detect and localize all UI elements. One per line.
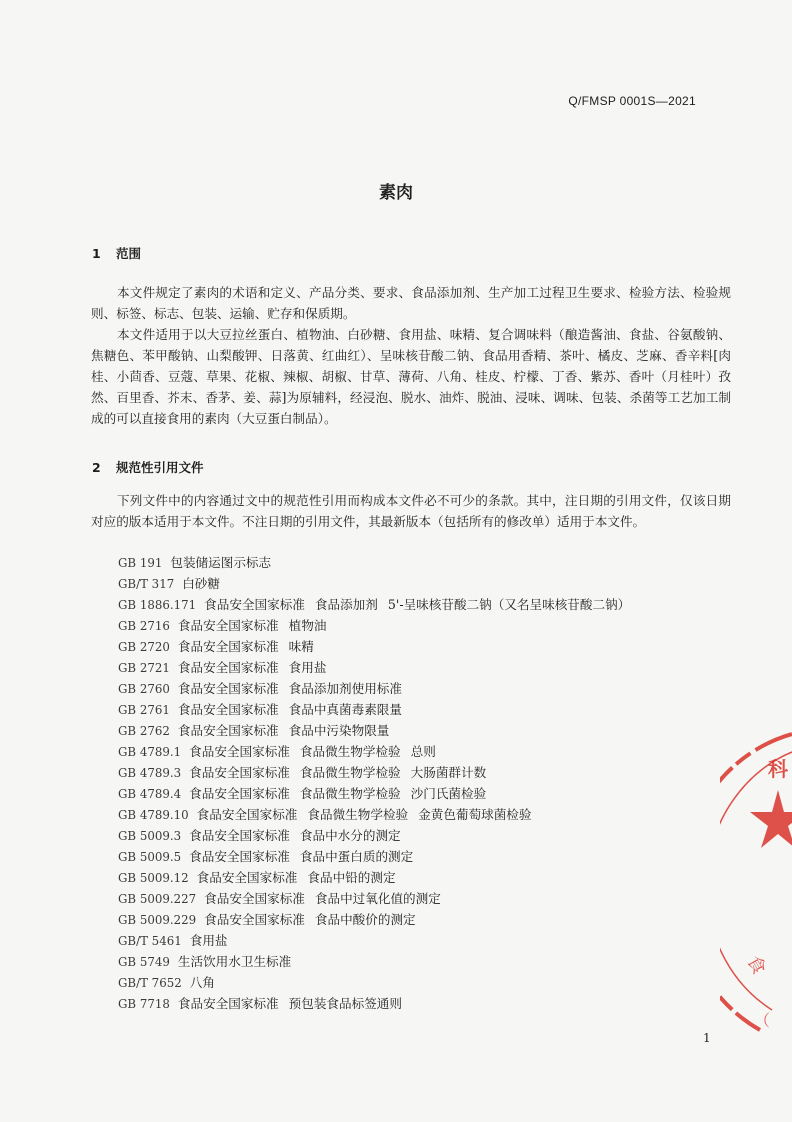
reference-title-part: 5'-呈味核苷酸二钠（又名呈味核苷酸二钠）: [387, 597, 631, 612]
reference-code: GB 191: [118, 556, 163, 570]
reference-title-part: 食品安全国家标准: [189, 828, 290, 843]
reference-code: GB 2720: [118, 640, 170, 654]
section-2-title: 规范性引用文件: [116, 460, 204, 475]
reference-title-part: 沙门氏菌检验: [410, 786, 487, 801]
reference-title-part: 白砂糖: [182, 576, 220, 591]
reference-item: [118, 762, 630, 783]
reference-item: [118, 657, 630, 678]
reference-title-part: 食用盐: [189, 933, 228, 948]
reference-title-part: 植物油: [288, 618, 327, 633]
reference-title-part: 食品安全国家标准: [177, 996, 279, 1011]
official-seal-stamp: [720, 730, 792, 1060]
reference-title-part: 食品添加剂: [314, 597, 378, 612]
reference-item: [118, 804, 630, 825]
reference-title-part: 食品中真菌毒素限量: [288, 702, 402, 717]
reference-title-part: 食品安全国家标准: [189, 765, 290, 780]
reference-title-part: 食品安全国家标准: [177, 723, 279, 738]
reference-title-part: 食品安全国家标准: [196, 807, 298, 822]
reference-title-part: 包装储运图示标志: [170, 555, 272, 570]
reference-title-part: 食品安全国家标准: [177, 639, 279, 654]
scope-paragraph-1: 本文件规定了素肉的术语和定义、产品分类、要求、食品添加剂、生产加工过程卫生要求、检验方法、检验规则、标签、标志、包装、运输、贮存和保质期。: [91, 285, 731, 321]
reference-code: GB 5009.3: [118, 829, 182, 843]
reference-title-part: 生活饮用水卫生标准: [177, 954, 292, 969]
reference-title-part: 食品安全国家标准: [177, 618, 279, 633]
svg-text:（: （: [754, 1011, 771, 1030]
section-1-heading: [92, 244, 141, 262]
reference-title-part: 食品安全国家标准: [189, 849, 290, 864]
reference-item: [118, 951, 630, 972]
reference-item: [118, 930, 630, 951]
reference-code: GB 5009.5: [118, 850, 182, 864]
reference-code: GB 4789.3: [118, 766, 182, 780]
reference-title-part: 食品安全国家标准: [204, 891, 305, 906]
references-intro: 下列文件中的内容通过文中的规范性引用而构成本文件必不可少的条款。其中，注日期的引用文件，仅该日期对应的版本适用于本文件。不注日期的引用文件，其最新版本（包括所有的修改单）适用于本文件。: [91, 493, 731, 529]
reference-item: [118, 699, 630, 720]
reference-title-part: 食品中铅的测定: [307, 870, 396, 885]
reference-title-part: 预包装食品标签通则: [288, 996, 402, 1011]
reference-title-part: 食用盐: [288, 660, 327, 675]
reference-item: [118, 741, 630, 762]
reference-item: [118, 573, 630, 594]
reference-item: [118, 720, 630, 741]
reference-item: [118, 594, 630, 615]
reference-code: GB/T 317: [118, 577, 175, 591]
reference-title-part: 食品中蛋白质的测定: [299, 849, 414, 864]
reference-code: GB 5009.229: [118, 913, 197, 927]
reference-item: [118, 846, 630, 867]
reference-title-part: 总则: [410, 744, 436, 759]
reference-code: GB/T 5461: [118, 934, 182, 948]
reference-item: [118, 867, 630, 888]
reference-item: [118, 888, 630, 909]
reference-code: GB 5749: [118, 955, 170, 969]
reference-code: GB 5009.227: [118, 892, 197, 906]
reference-item: [118, 678, 630, 699]
section-1-number: 1: [92, 246, 101, 261]
svg-text:科: 科: [768, 757, 788, 781]
section-2-number: 2: [92, 460, 101, 475]
reference-title-part: 味精: [288, 639, 314, 654]
reference-code: GB 2761: [118, 703, 170, 717]
reference-code: GB 4789.4: [118, 787, 182, 801]
reference-item: [118, 615, 630, 636]
svg-text:食: 食: [742, 952, 770, 979]
reference-title-part: 食品安全国家标准: [177, 702, 279, 717]
section-2-heading: [92, 458, 204, 476]
reference-title-part: 食品微生物学检验: [299, 765, 401, 780]
reference-code: GB 2762: [118, 724, 170, 738]
reference-title-part: 食品中过氧化值的测定: [314, 891, 441, 906]
page-number: 1: [703, 1031, 711, 1045]
document-code: Q/FMSP 0001S—2021: [568, 94, 696, 108]
reference-code: GB/T 7652: [118, 976, 182, 990]
reference-title-part: 食品中污染物限量: [288, 723, 390, 738]
reference-item: [118, 783, 630, 804]
reference-code: GB 2760: [118, 682, 170, 696]
reference-code: GB 4789.10: [118, 808, 189, 822]
reference-item: [118, 972, 630, 993]
reference-item: [118, 993, 630, 1014]
reference-code: GB 4789.1: [118, 745, 182, 759]
document-title: 素肉: [379, 183, 413, 203]
reference-title-part: 金黄色葡萄球菌检验: [418, 807, 532, 822]
reference-title-part: 食品添加剂使用标准: [288, 681, 402, 696]
reference-title-part: 大肠菌群计数: [410, 765, 487, 780]
reference-title-part: 食品安全国家标准: [196, 870, 298, 885]
reference-title-part: 八角: [189, 975, 215, 990]
reference-title-part: 食品安全国家标准: [204, 912, 305, 927]
reference-list: [118, 552, 630, 1014]
reference-title-part: 食品安全国家标准: [177, 660, 279, 675]
reference-item: [118, 825, 630, 846]
reference-title-part: 食品安全国家标准: [177, 681, 279, 696]
reference-title-part: 食品中酸价的测定: [314, 912, 416, 927]
reference-title-part: 食品安全国家标准: [189, 744, 290, 759]
reference-title-part: 食品安全国家标准: [204, 597, 305, 612]
reference-item: [118, 552, 630, 573]
reference-title-part: 食品微生物学检验: [299, 786, 401, 801]
reference-item: [118, 636, 630, 657]
reference-item: [118, 909, 630, 930]
reference-title-part: 食品微生物学检验: [307, 807, 409, 822]
section-1-title: 范围: [116, 246, 142, 261]
reference-title-part: 食品微生物学检验: [299, 744, 401, 759]
reference-code: GB 2716: [118, 619, 170, 633]
scope-paragraph-2: 本文件适用于以大豆拉丝蛋白、植物油、白砂糖、食用盐、味精、复合调味料（酿造酱油、食盐、谷氨酸钠、焦糖色、苯甲酸钠、山梨酸钾、日落黄、红曲红）、呈味核苷酸二钠、食品用香精、茶叶、橘皮、芝麻、香辛料[肉桂、小茴香、豆蔻、草果、花椒、辣椒、胡椒、甘草、薄荷、八角、桂皮、柠檬、丁香、紫苏、香叶（月桂叶）孜然、百里香、芥末、香茅、姜、蒜]为原辅料，经浸泡、脱水、油炸、脱油、浸味、调味、包装、杀菌等工艺加工制成的可以直接食用的素肉（大豆蛋白制品）。: [91, 327, 731, 426]
reference-title-part: 食品安全国家标准: [189, 786, 290, 801]
reference-code: GB 1886.171: [118, 598, 197, 612]
reference-title-part: 食品中水分的测定: [299, 828, 401, 843]
reference-code: GB 2721: [118, 661, 170, 675]
reference-code: GB 7718: [118, 997, 170, 1011]
reference-code: GB 5009.12: [118, 871, 189, 885]
